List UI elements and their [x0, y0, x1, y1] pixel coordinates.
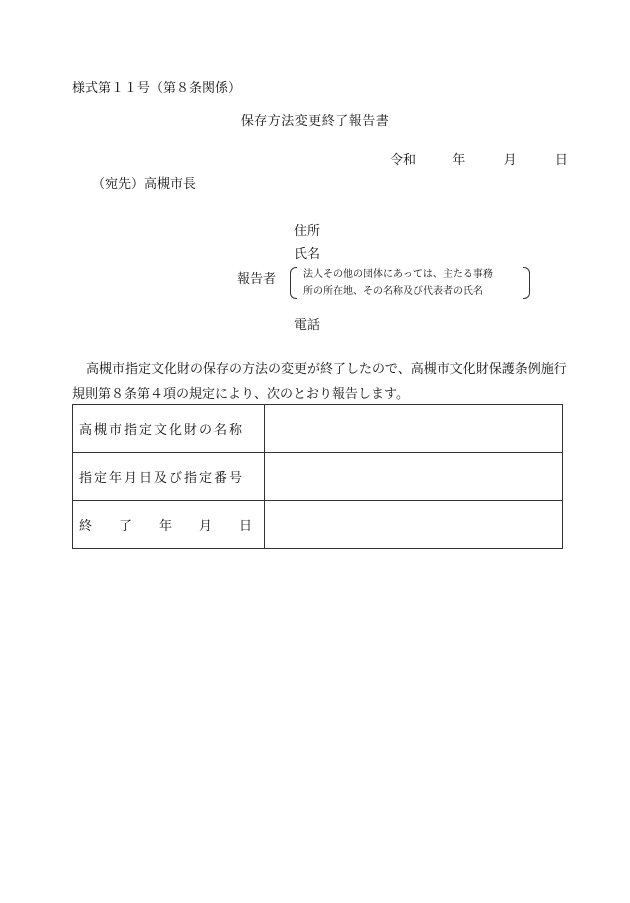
date-day: 日 [554, 153, 568, 168]
completion-char: 月 [198, 519, 212, 534]
document-title: 保存方法変更終了報告書 [240, 114, 390, 129]
table-row [73, 453, 563, 501]
table-row [73, 501, 563, 549]
date-month: 月 [503, 153, 517, 168]
completion-char: 了 [118, 519, 132, 534]
row-value-designation[interactable] [265, 453, 563, 501]
date-era: 令和 [390, 153, 417, 168]
reporter-name-label: 氏名 [294, 247, 321, 262]
reporter-note-line2: 所の所在地、その名称及び代表者の氏名 [303, 286, 483, 297]
reporter-phone-label: 電話 [294, 318, 321, 333]
reporter-address-label: 住所 [294, 224, 321, 239]
table-row [73, 405, 563, 453]
row-label-completion-date [73, 501, 265, 549]
completion-char: 終 [79, 519, 93, 534]
body-text: 高槻市指定文化財の保存の方法の変更が終了したので、高槻市文化財保護条例施行規則第８条第４項の規定により、次のとおり報告します。 [72, 362, 567, 402]
addressee: （宛先）高槻市長 [92, 177, 197, 192]
reporter-note [290, 265, 530, 301]
date-row [390, 149, 568, 168]
reporter-note-line1: 法人その他の団体にあっては、主たる事務 [303, 269, 493, 280]
left-bracket [290, 267, 297, 299]
right-bracket [523, 267, 530, 299]
date-year: 年 [452, 153, 466, 168]
completion-char: 年 [158, 519, 172, 534]
reporter-label: 報告者 [237, 272, 277, 287]
completion-char: 日 [238, 519, 252, 534]
row-label-designation: 指定年月日及び指定番号 [73, 453, 265, 501]
row-value-completion-date[interactable] [265, 501, 563, 549]
form-number: 様式第１１号（第８条関係） [72, 81, 242, 96]
row-value-name[interactable] [265, 405, 563, 453]
row-label-name: 高槻市指定文化財の名称 [73, 405, 265, 453]
report-table [72, 404, 563, 549]
